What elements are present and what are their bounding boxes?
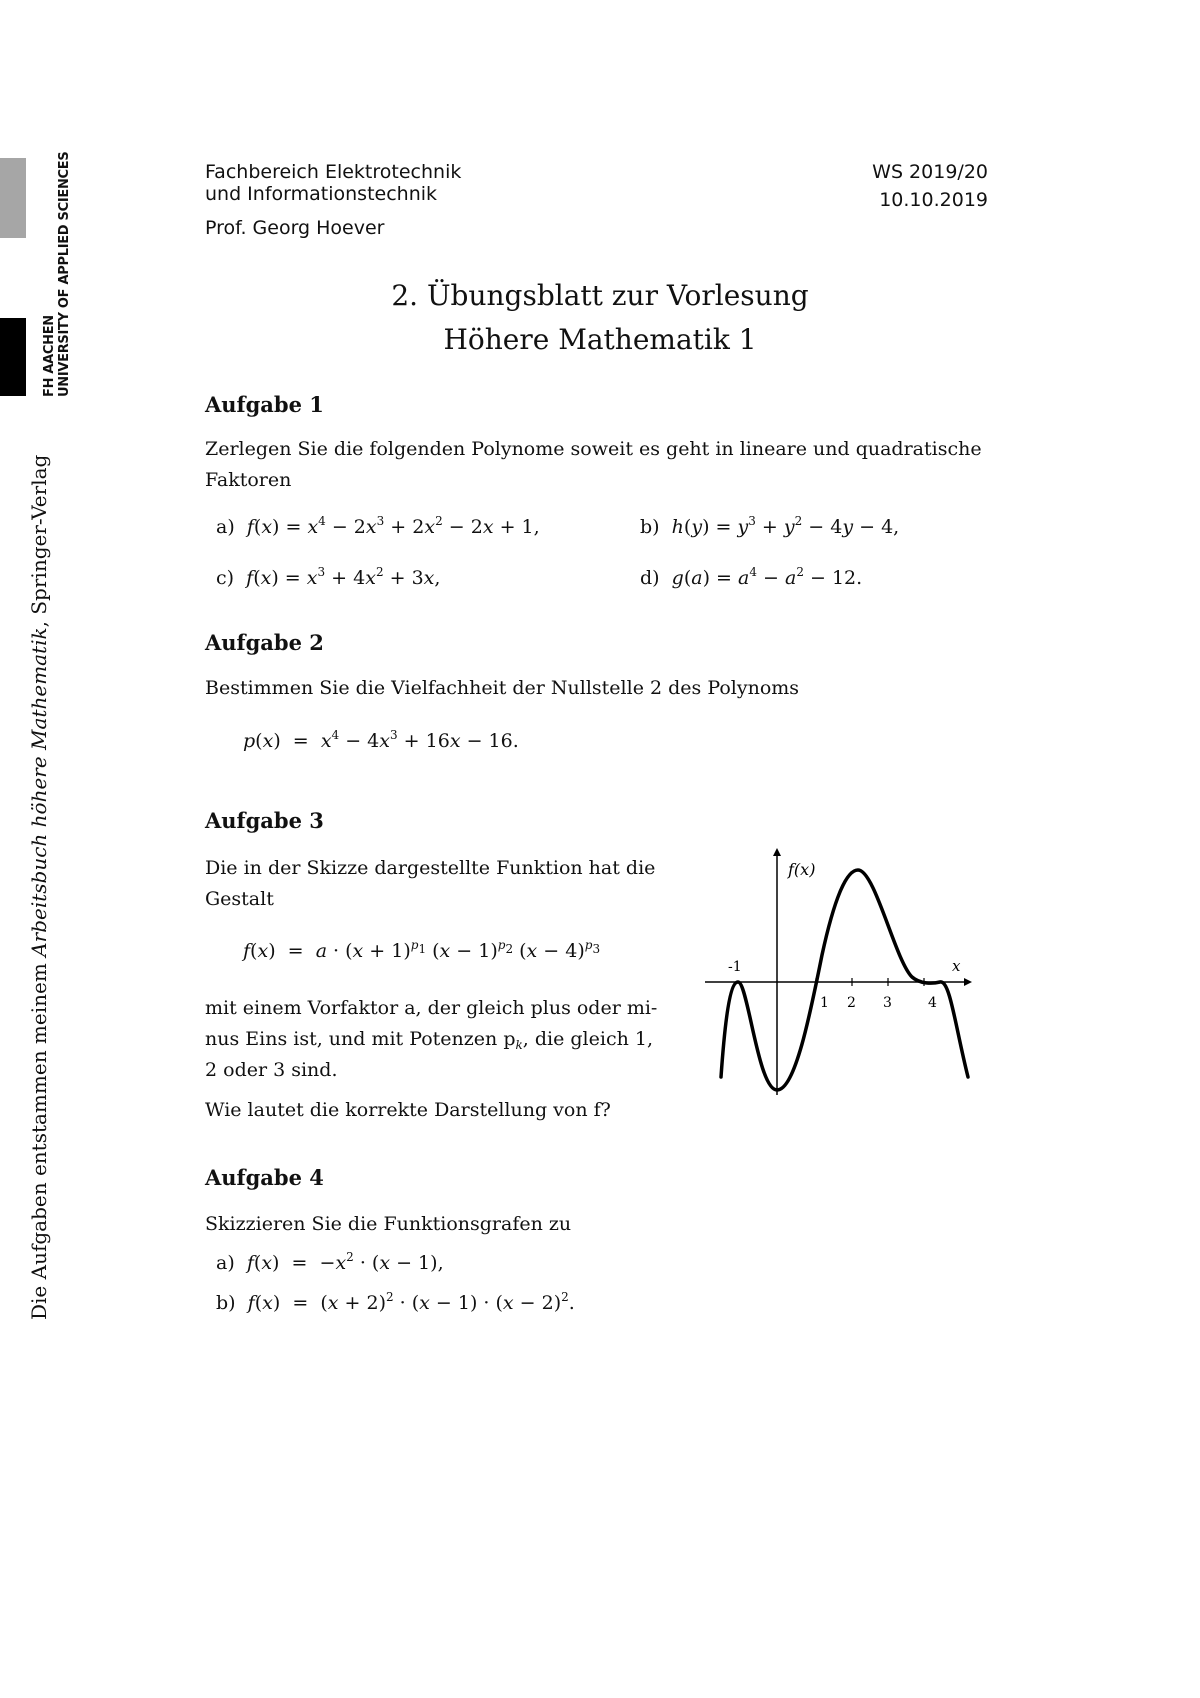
aufgabe-3-formula: $f(x) = a \cdot (x + 1)^{p_1}$ $(x - 1)^{p_2}$ $(x - 4)^{p_3}$: [243, 938, 601, 962]
tick-label-3: 3: [883, 995, 892, 1011]
logo-bar-black: [0, 318, 26, 396]
sidebar-source-note: [27, 454, 51, 1320]
aufgabe-1-item-d: d) $g(a) = a^4 - a^2 - 12$.: [640, 565, 863, 589]
sidebar-book-title: Arbeitsbuch höhere Mathematik: [27, 627, 51, 957]
aufgabe-4-heading: Aufgabe 4: [205, 1165, 324, 1190]
aufgabe-2-polynomial: $p(x) = x^4 - 4x^3 + 16x - 16$.: [243, 728, 519, 752]
aufgabe-4-a-label: a): [216, 1252, 235, 1274]
title-line-2: Höhere Mathematik 1: [443, 323, 757, 356]
aufgabe-3-text-2: [205, 993, 685, 1086]
x-axis-label: x: [952, 957, 961, 975]
x-axis-arrow: [964, 978, 972, 986]
aufgabe-3-text-2-line-2: nus Eins ist, und mit Potenzen $p_k$, die gleich 1,: [205, 1028, 653, 1052]
aufgabe-3-heading: Aufgabe 3: [205, 808, 324, 833]
aufgabe-1-text: Zerlegen Sie die folgenden Polynome soweit es geht in lineare und quadratische Faktoren: [205, 438, 982, 491]
tick-label-1: 1: [820, 995, 829, 1011]
semester-info: [800, 161, 988, 211]
sidebar-suffix: , Springer-Verlag: [27, 454, 51, 628]
item-a-label: a): [216, 516, 235, 538]
aufgabe-3-text-3: Wie lautet die korrekte Darstellung von f?: [205, 1099, 611, 1121]
semester: WS 2019/20: [872, 161, 988, 183]
date: 10.10.2019: [879, 189, 988, 211]
y-axis-arrow: [773, 848, 781, 856]
aufgabe-3-text-2-line-3: 2 oder 3 sind.: [205, 1059, 338, 1081]
logo-line-1: FH AACHEN: [42, 315, 57, 397]
university-logo: [42, 151, 72, 397]
function-sketch: [700, 845, 980, 1105]
aufgabe-2-text: Bestimmen Sie die Vielfachheit der Nullstelle 2 des Polynoms: [205, 677, 800, 699]
aufgabe-3-text-2-line-2a: nus Eins ist, und mit Potenzen p: [205, 1028, 516, 1050]
aufgabe-4-item-a: a) $f(x) = -x^2 \cdot (x - 1)$,: [216, 1250, 444, 1274]
professor: Prof. Georg Hoever: [205, 217, 385, 239]
department-line-1: Fachbereich Elektrotechnik: [205, 161, 462, 183]
tick-label-2: 2: [847, 995, 856, 1011]
item-b-label: b): [640, 516, 660, 538]
logo-line-2: UNIVERSITY OF APPLIED SCIENCES: [57, 151, 72, 397]
aufgabe-1-item-c: c) $f(x) = x^3 + 4x^2 + 3x$,: [216, 565, 441, 589]
aufgabe-3-text-2-line-2b: , die gleich 1,: [522, 1028, 653, 1050]
aufgabe-4-item-b: b) $f(x) = (x + 2)^2 \cdot (x - 1) \cdot (x - 2)^2$.: [216, 1290, 575, 1314]
item-c-label: c): [216, 567, 235, 589]
tick-label-neg1: -1: [728, 959, 742, 975]
title-line-1: 2. Übungsblatt zur Vorlesung: [391, 279, 809, 312]
item-d-label: d): [640, 567, 660, 589]
aufgabe-3-text-1: Die in der Skizze dargestellte Funktion hat die Gestalt: [205, 857, 656, 910]
department-line-2: und Informationstechnik: [205, 183, 438, 205]
tick-label-4: 4: [928, 995, 937, 1011]
sidebar-prefix: Die Aufgaben entstammen meinem: [27, 956, 51, 1320]
y-axis-label: f(x): [788, 860, 816, 879]
aufgabe-1-item-a: a) $f(x) = x^4 - 2x^3 + 2x^2 - 2x + 1$,: [216, 514, 540, 538]
department: [205, 161, 461, 239]
page-title: [205, 274, 995, 362]
aufgabe-1-heading: Aufgabe 1: [205, 392, 324, 417]
aufgabe-2-heading: Aufgabe 2: [205, 630, 324, 655]
aufgabe-3-text-2-line-1: mit einem Vorfaktor a, der gleich plus oder mi-: [205, 997, 658, 1019]
aufgabe-1-item-b: b) $h(y) = y^3 + y^2 - 4y - 4$,: [640, 514, 900, 538]
logo-bar-gray: [0, 158, 26, 238]
function-curve: [721, 870, 968, 1090]
aufgabe-4-text: Skizzieren Sie die Funktionsgrafen zu: [205, 1213, 572, 1235]
aufgabe-4-b-label: b): [216, 1292, 236, 1314]
